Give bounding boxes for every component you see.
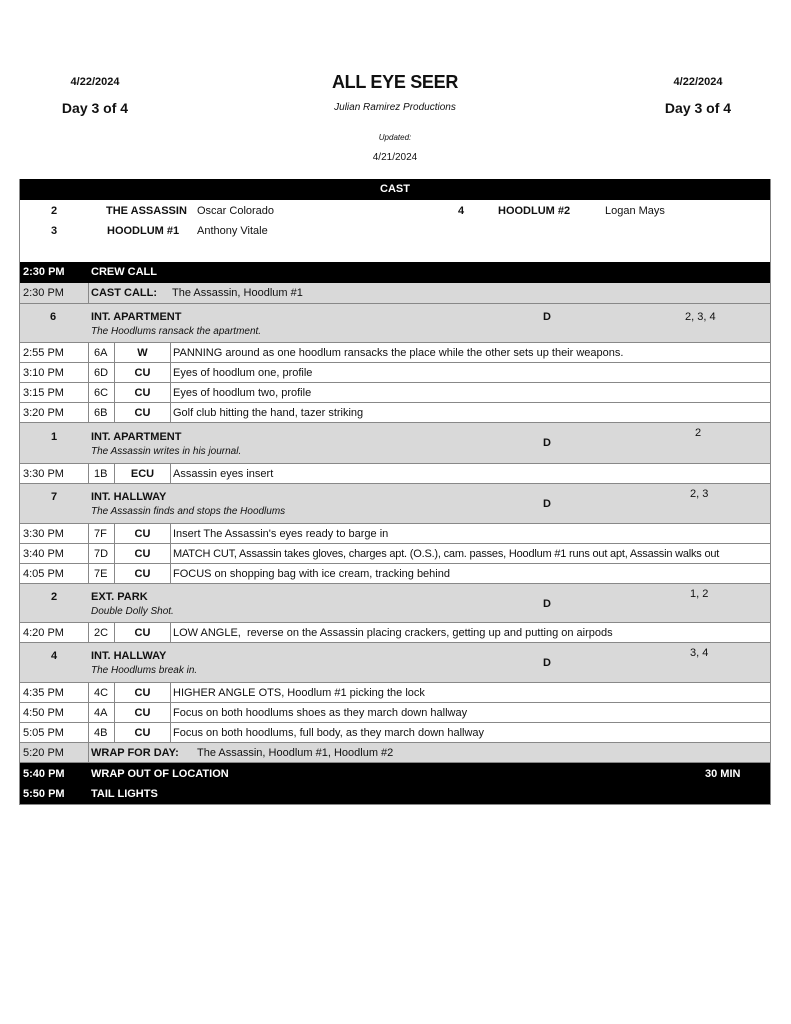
day-night: D [543, 598, 551, 610]
shot-row [20, 683, 770, 703]
shot-time: 3:40 PM [23, 548, 64, 560]
shot-description: FOCUS on shopping bag with ice cream, tracking behind [173, 568, 450, 580]
shot-time: 5:05 PM [23, 727, 64, 739]
scene-description: The Assassin finds and stops the Hoodlums [91, 506, 286, 517]
shot-id: 6C [94, 387, 109, 399]
shot-id: 7D [94, 548, 109, 560]
shot-row [20, 564, 770, 584]
cast-call-time: 2:30 PM [23, 287, 64, 299]
scene-number: 1 [51, 431, 58, 443]
cast-call-value: The Assassin, Hoodlum #1 [172, 287, 303, 299]
scene-description: Double Dolly Shot. [91, 606, 174, 617]
shot-id: 1B [94, 468, 108, 480]
shot-time: 4:50 PM [23, 707, 64, 719]
shot-time: 3:15 PM [23, 387, 64, 399]
updated-label: Updated: [378, 133, 412, 142]
shot-description: MATCH CUT, Assassin takes gloves, charges apt. (O.S.), cam. passes, Hoodlum #1 runs out apt, Assassin walks out [173, 548, 720, 560]
shot-time: 3:10 PM [23, 367, 64, 379]
shot-id: 4A [94, 707, 108, 719]
crew-call-row [20, 262, 770, 283]
tail-lights-label: TAIL LIGHTS [91, 788, 158, 800]
shot-description: Golf club hitting the hand, tazer striking [173, 407, 364, 419]
cast-call-row [20, 283, 770, 304]
shot-size: CU [134, 568, 151, 580]
wrap-out-time: 5:40 PM [23, 768, 65, 780]
shot-description: Insert The Assassin's eyes ready to barge in [173, 528, 389, 540]
day-night: D [543, 311, 551, 323]
right-date: 4/22/2024 [673, 76, 723, 88]
scene-header-row [20, 584, 770, 623]
cast-heading: CAST [20, 179, 770, 200]
scene-set: INT. HALLWAY [91, 650, 167, 662]
left-day-count: Day 3 of 4 [61, 100, 129, 116]
shot-row [20, 524, 770, 544]
shot-id: 7E [94, 568, 108, 580]
shot-row [20, 623, 770, 643]
shot-id: 6B [94, 407, 108, 419]
shot-description: HIGHER ANGLE OTS, Hoodlum #1 picking the lock [173, 687, 425, 699]
cast-call-label: CAST CALL: [91, 287, 157, 299]
scene-number: 6 [50, 311, 57, 323]
cast-role: THE ASSASSIN [106, 205, 187, 217]
wrap-out-row [20, 763, 770, 784]
shot-size: ECU [130, 468, 155, 480]
day-night: D [543, 498, 551, 510]
scene-cast-ids: 2 [695, 427, 702, 439]
wrap-for-day-label: WRAP FOR DAY: [91, 747, 179, 759]
page-title: ALL EYE SEER [331, 72, 459, 92]
cast-role: HOODLUM #1 [107, 225, 180, 237]
scene-description: The Assassin writes in his journal. [91, 446, 242, 457]
updated-date: 4/21/2024 [372, 152, 418, 163]
scene-number: 7 [51, 491, 58, 503]
shot-time: 3:30 PM [23, 528, 64, 540]
shot-row [20, 544, 770, 564]
scene-number: 2 [51, 591, 58, 603]
shot-size: CU [134, 407, 151, 419]
scene-header-row [20, 643, 770, 683]
shot-size: W [137, 347, 148, 359]
wrap-for-day-time: 5:20 PM [23, 747, 64, 759]
shot-time: 3:30 PM [23, 468, 64, 480]
shot-size: CU [134, 548, 151, 560]
wrap-out-duration: 30 MIN [705, 768, 741, 780]
shot-row [20, 723, 770, 743]
scene-cast-ids: 2, 3, 4 [685, 311, 716, 323]
scene-set: INT. APARTMENT [91, 431, 182, 443]
left-date: 4/22/2024 [70, 76, 120, 88]
cast-list [20, 200, 770, 262]
scene-cast-ids: 1, 2 [690, 588, 709, 600]
tail-lights-row [20, 784, 770, 804]
tail-lights-time: 5:50 PM [23, 788, 65, 800]
wrap-for-day-value: The Assassin, Hoodlum #1, Hoodlum #2 [197, 747, 394, 759]
cast-actor: Anthony Vitale [197, 225, 268, 237]
wrap-out-label: WRAP OUT OF LOCATION [91, 768, 229, 780]
shot-size: CU [134, 367, 151, 379]
shot-size: CU [134, 707, 151, 719]
shot-row [20, 403, 770, 423]
shot-time: 4:05 PM [23, 568, 64, 580]
cast-actor: Oscar Colorado [197, 205, 275, 217]
shot-description: Assassin eyes insert [173, 468, 274, 480]
shot-time: 3:20 PM [23, 407, 64, 419]
shot-description: Focus on both hoodlums shoes as they march down hallway [173, 707, 468, 719]
shot-id: 2C [94, 627, 109, 639]
shot-id: 4C [94, 687, 109, 699]
scene-cast-ids: 2, 3 [690, 488, 709, 500]
day-night: D [543, 437, 551, 449]
shot-description: PANNING around as one hoodlum ransacks the place while the other sets up their weapons. [173, 347, 624, 359]
shot-description: Focus on both hoodlums, full body, as they march down hallway [173, 727, 485, 739]
shot-size: CU [134, 387, 151, 399]
crew-call-label: CREW CALL [91, 266, 157, 278]
shot-id: 7F [94, 528, 107, 540]
shot-row [20, 363, 770, 383]
shot-size: CU [134, 727, 151, 739]
shot-row [20, 343, 770, 363]
cast-id: 2 [51, 205, 58, 217]
shot-id: 6D [94, 367, 109, 379]
cast-actor: Logan Mays [605, 205, 665, 217]
cast-role: HOODLUM #2 [498, 205, 571, 217]
scene-cast-ids: 3, 4 [690, 647, 709, 659]
cast-id: 3 [51, 225, 58, 237]
shot-row [20, 703, 770, 723]
shot-id: 6A [94, 347, 108, 359]
scene-header-row [20, 423, 770, 464]
scene-description: The Hoodlums break in. [91, 665, 198, 676]
scene-header-row [20, 484, 770, 524]
shot-size: CU [134, 528, 151, 540]
right-day-count: Day 3 of 4 [664, 100, 732, 116]
shot-description: LOW ANGLE, reverse on the Assassin placing crackers, getting up and putting on airpods [173, 627, 613, 639]
wrap-for-day-row [20, 743, 770, 763]
shot-description: Eyes of hoodlum two, profile [173, 387, 312, 399]
shot-description: Eyes of hoodlum one, profile [173, 367, 313, 379]
shot-time: 4:35 PM [23, 687, 64, 699]
scene-description: The Hoodlums ransack the apartment. [91, 326, 262, 337]
shot-row [20, 464, 770, 484]
shot-time: 2:55 PM [23, 347, 64, 359]
scene-header-row [20, 304, 770, 343]
scene-number: 4 [51, 650, 58, 662]
scene-set: INT. APARTMENT [91, 311, 182, 323]
shot-time: 4:20 PM [23, 627, 64, 639]
call-sheet-table [19, 179, 771, 805]
shot-row [20, 383, 770, 403]
shot-size: CU [134, 627, 151, 639]
shot-size: CU [134, 687, 151, 699]
day-night: D [543, 657, 551, 669]
scene-set: INT. HALLWAY [91, 491, 167, 503]
cast-id: 4 [458, 205, 465, 217]
production-company: Julian Ramirez Productions [334, 102, 456, 113]
scene-set: EXT. PARK [91, 591, 148, 603]
crew-call-time: 2:30 PM [23, 266, 65, 278]
shot-id: 4B [94, 727, 108, 739]
